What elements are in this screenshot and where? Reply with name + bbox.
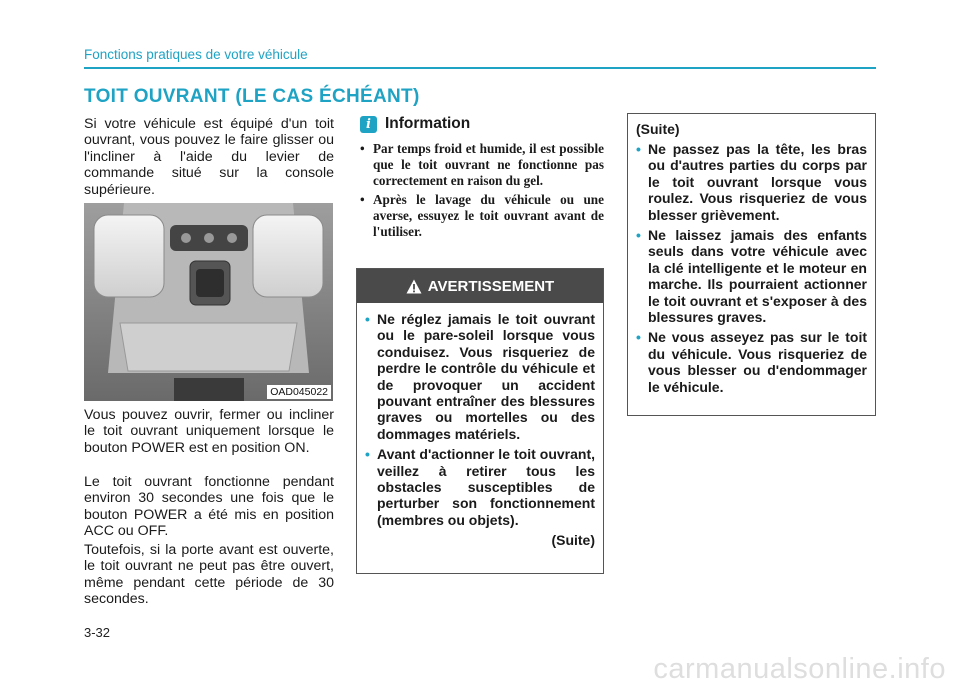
warning-list [357, 303, 603, 549]
overhead-console-illustration [84, 203, 333, 401]
list-item: • Ne laissez jamais des enfants seuls dans votre véhicule avec la clé intelligente et le moteur en marche. Ils pourraient actionner le toit ouvrant et s'exposer à des blessures graves. [636, 227, 867, 325]
intro-paragraph: Si votre véhicule est équipé d'un toit ouvrant, vous pouvez le faire glisser ou l'incliner à l'aide du levier de commande situé sur la console supérieure. [84, 116, 334, 198]
warning-continued-box [627, 113, 876, 416]
list-item: • Après le lavage du véhicule ou une averse, essuyez le toit ouvrant avant de l'utiliser. [360, 192, 604, 240]
list-item: • Avant d'actionner le toit ouvrant, veillez à retirer tous les obstacles susceptibles de perturber son fonctionnement (membres ou objets). [365, 446, 595, 528]
suite-label: (Suite) [636, 121, 680, 137]
warning-label: AVERTISSEMENT [427, 277, 555, 295]
list-item: • Par temps froid et humide, il est possible que le toit ouvrant ne fonctionne pas correctement en raison du gel. [360, 141, 604, 189]
list-item: • Ne passez pas la tête, les bras ou d'autres parties du corps par le toit ouvrant lorsque vous roulez. Vous risqueriez de vous blesser grièvement. [636, 141, 867, 223]
section-header: Fonctions pratiques de votre véhicule [84, 47, 308, 62]
overhead-console-photo [84, 203, 333, 401]
list-item: • Ne vous asseyez pas sur le toit du véhicule. Vous risqueriez de vous blesser ou d'endommager le véhicule. [636, 329, 867, 395]
warning-triangle-icon [406, 279, 422, 294]
image-code: OAD045022 [267, 385, 331, 399]
page-title: TOIT OUVRANT (LE CAS ÉCHÉANT) [84, 86, 420, 107]
list-item: • Ne réglez jamais le toit ouvrant ou le pare-soleil lorsque vous conduisez. Vous risqueriez de perdre le contrôle du véhicule et de provoquer un accident pouvant entraîner des blessures graves ou mortelles ou des dommages matériels. [365, 311, 595, 442]
page-number: 3-32 [84, 625, 111, 640]
information-list [360, 141, 604, 243]
paragraph-30-seconds: Le toit ouvrant fonctionne pendant environ 30 secondes une fois que le bouton POWER a été mis en position ACC ou OFF. [84, 474, 334, 540]
suite-label: (Suite) [551, 532, 595, 549]
header-rule [84, 67, 876, 69]
information-header [360, 115, 470, 133]
information-title: Information [385, 115, 471, 132]
warning-bar [357, 269, 603, 303]
warning-continued-list [636, 141, 867, 395]
paragraph-front-door: Toutefois, si la porte avant est ouverte, le toit ouvrant ne peut pas être ouvert, même pendant cette période de 30 secondes. [84, 542, 334, 608]
paragraph-power-on: Vous pouvez ouvrir, fermer ou incliner le toit ouvrant uniquement lorsque le bouton POWER est en position ON. [84, 407, 334, 456]
watermark: carmanualsonline.info [653, 653, 946, 685]
warning-box [356, 268, 604, 574]
info-icon: i [360, 116, 377, 133]
